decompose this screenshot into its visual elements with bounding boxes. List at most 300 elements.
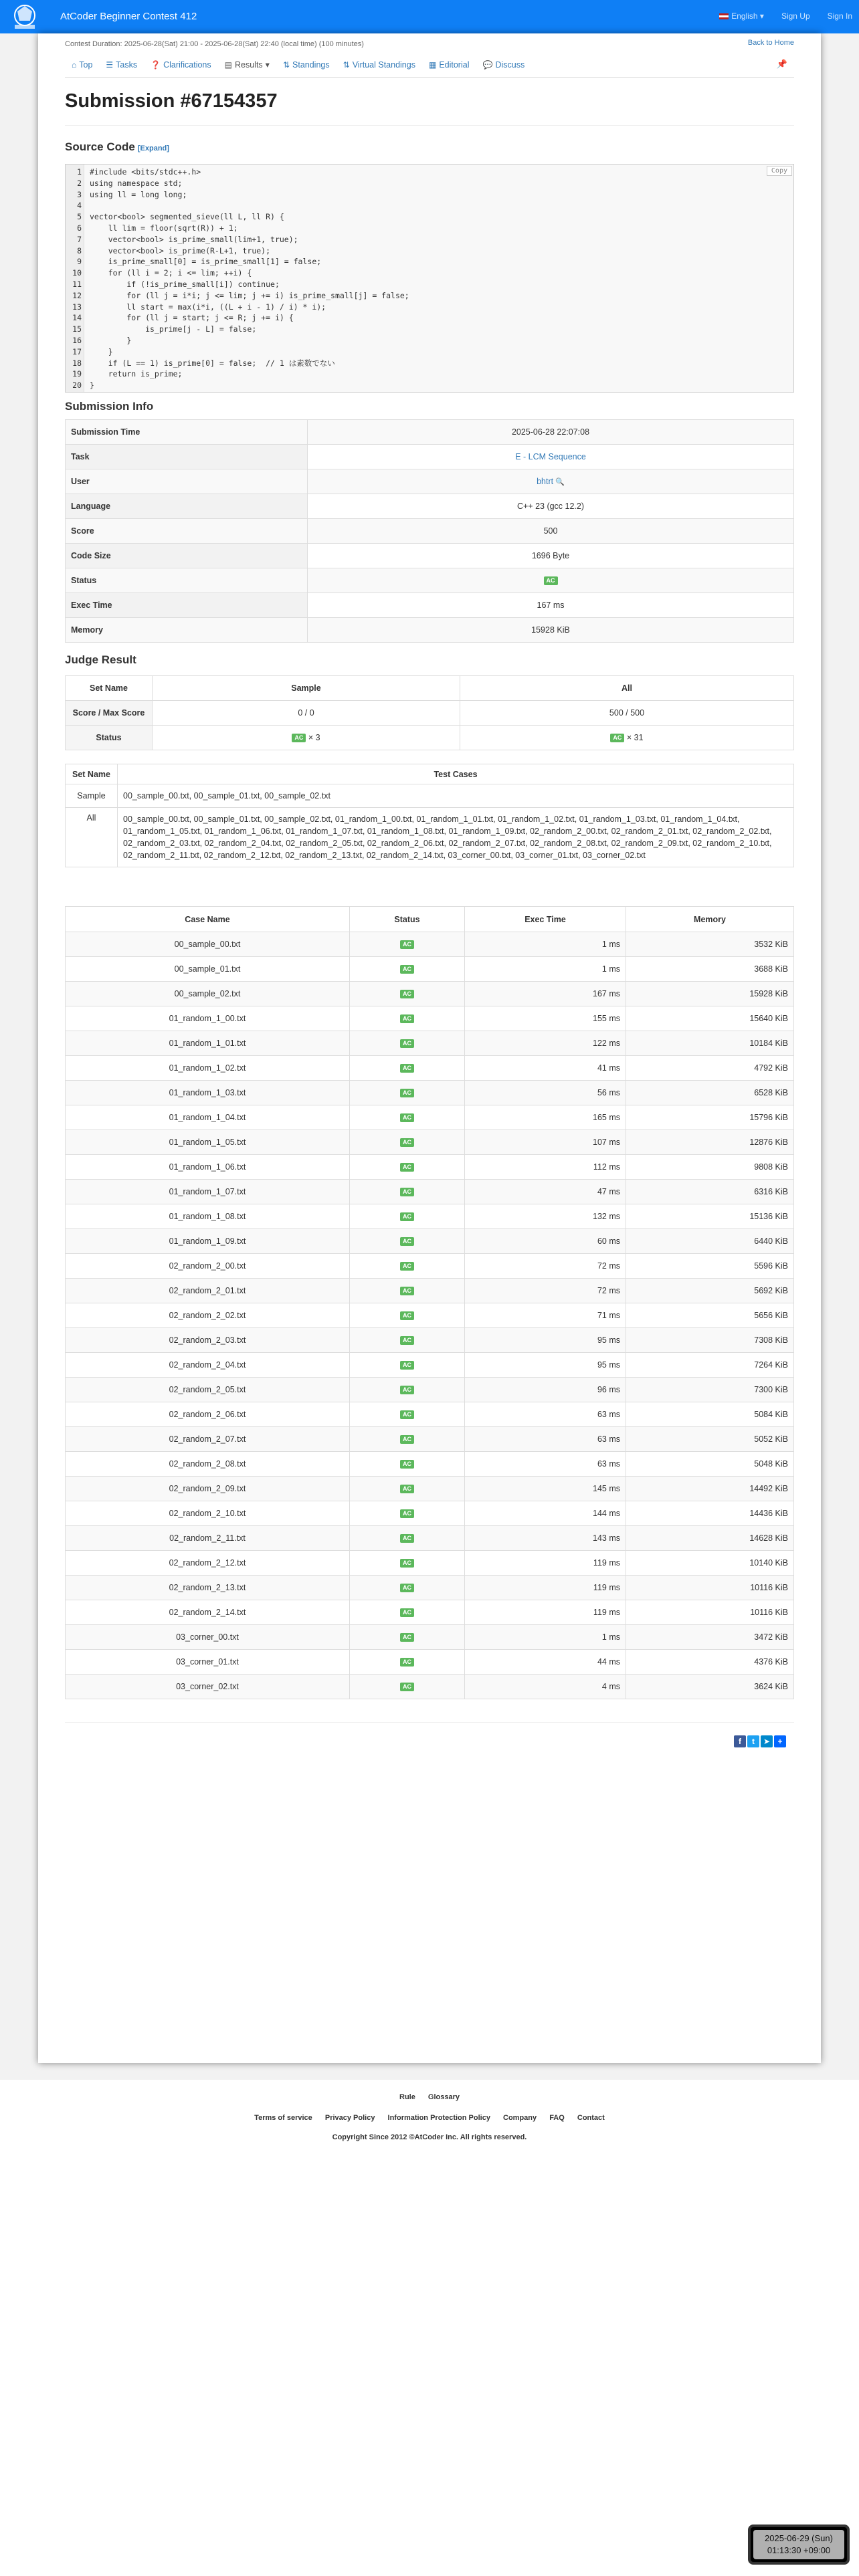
search-icon[interactable]: 🔍 — [553, 478, 565, 486]
case-name: 02_random_2_11.txt — [169, 1533, 246, 1543]
footer-link-faq[interactable]: FAQ — [549, 2114, 565, 2122]
footer-links-secondary — [0, 2114, 859, 2122]
case-name: 00_sample_02.txt — [174, 989, 241, 998]
code-text: ll lim = floor(sqrt(R)) + 1; — [90, 223, 238, 233]
memory-cell — [626, 957, 794, 982]
case-name: 01_random_1_05.txt — [169, 1138, 246, 1147]
table-row — [66, 1576, 794, 1600]
code-text: } — [90, 336, 132, 345]
table-row — [66, 1675, 794, 1699]
memory: 15928 KiB — [749, 989, 788, 998]
memory-cell — [626, 982, 794, 1006]
case-name: 02_random_2_12.txt — [169, 1558, 246, 1568]
code-text: for (ll j = start; j <= R; j += i) { — [90, 313, 294, 323]
ac-badge-cell — [350, 1056, 465, 1081]
case-name-cell — [66, 957, 350, 982]
case-name-cell — [66, 1155, 350, 1180]
info-label: Memory — [66, 618, 308, 643]
ac-badge-cell — [350, 1427, 465, 1452]
ac-badge: AC — [400, 1608, 414, 1617]
tab-clarifications[interactable] — [144, 52, 218, 78]
footer-link-info-protection[interactable]: Information Protection Policy — [387, 2114, 490, 2122]
memory-cell — [626, 1526, 794, 1551]
exec-time: 95 ms — [597, 1360, 620, 1370]
divider — [65, 1722, 794, 1723]
exec-time: 95 ms — [597, 1335, 620, 1345]
exec-time-cell — [465, 1576, 626, 1600]
exec-time: 71 ms — [597, 1311, 620, 1320]
case-name-cell — [66, 1006, 350, 1031]
case-name: 01_random_1_08.txt — [169, 1212, 246, 1221]
exec-time: 119 ms — [593, 1583, 620, 1592]
ac-badge: AC — [400, 1509, 414, 1518]
memory: 15796 KiB — [749, 1113, 788, 1122]
memory-cell — [626, 1105, 794, 1130]
memory: 3624 KiB — [754, 1682, 788, 1691]
footer-link-contact[interactable]: Contact — [577, 2114, 605, 2122]
case-name-cell — [66, 1427, 350, 1452]
share-plus-icon[interactable]: + — [774, 1735, 786, 1747]
memory-cell — [626, 1650, 794, 1675]
table-row — [66, 957, 794, 982]
table-row — [66, 1353, 794, 1378]
home-icon: ⌂ — [72, 60, 77, 70]
memory-cell — [626, 1155, 794, 1180]
sample-score: 0 / 0 — [153, 701, 460, 726]
copyright: Copyright Since 2012 ©AtCoder Inc. All rights reserved. — [332, 2133, 527, 2141]
table-row — [66, 1155, 794, 1180]
case-name: 02_random_2_03.txt — [169, 1335, 246, 1345]
exec-time: 1 ms — [601, 1632, 620, 1642]
exec-time-cell — [465, 1501, 626, 1526]
line-number: 5 — [77, 212, 82, 222]
code-line — [66, 369, 793, 379]
case-name-cell — [66, 1526, 350, 1551]
table-row — [66, 1402, 794, 1427]
line-number: 4 — [77, 201, 82, 211]
ac-badge: AC — [400, 1212, 414, 1221]
ac-badge: AC — [400, 1311, 414, 1320]
code-text: for (ll j = i*i; j <= lim; j += i) is_prime_small[j] = false; — [90, 290, 409, 300]
ac-badge-cell — [350, 1155, 465, 1180]
case-name-cell — [66, 1675, 350, 1699]
line-number: 3 — [77, 189, 82, 199]
exec-time-cell — [465, 1180, 626, 1204]
code-text: vector<bool> is_prime(R-L+1, true); — [90, 245, 271, 255]
source-code-heading — [65, 140, 169, 154]
table-row — [66, 1105, 794, 1130]
info-value-cell — [308, 445, 794, 469]
user-link[interactable]: bhtrt — [537, 477, 554, 486]
tab-tasks[interactable] — [99, 52, 144, 78]
header-exec-time: Exec Time — [465, 907, 626, 932]
exec-time-cell — [465, 1130, 626, 1155]
code-text: for (ll i = 2; i <= lim; ++i) { — [90, 268, 252, 278]
ac-badge: AC — [292, 734, 306, 742]
memory: 7264 KiB — [754, 1360, 788, 1370]
table-row — [66, 1204, 794, 1229]
tab-virtual-standings[interactable] — [337, 52, 422, 78]
table-row — [66, 1081, 794, 1105]
memory: 14628 KiB — [749, 1533, 788, 1543]
case-name: 01_random_1_01.txt — [169, 1039, 246, 1048]
all-status-cell — [460, 726, 794, 750]
info-label: Code Size — [66, 544, 308, 568]
copy-button[interactable]: Copy — [767, 166, 792, 176]
case-name-cell — [66, 1328, 350, 1353]
table-row — [66, 1378, 794, 1402]
top-navbar — [0, 0, 859, 33]
expand-link[interactable]: [Expand] — [137, 144, 169, 152]
code-line — [66, 336, 793, 345]
ac-badge-cell — [350, 957, 465, 982]
table-row — [66, 1526, 794, 1551]
memory: 10116 KiB — [750, 1608, 788, 1617]
ac-badge: AC — [400, 1534, 414, 1543]
exec-time-cell — [465, 1155, 626, 1180]
ac-badge: AC — [400, 1287, 414, 1295]
case-name: 03_corner_02.txt — [176, 1682, 239, 1691]
case-name: 01_random_1_07.txt — [169, 1187, 246, 1196]
tab-label: Tasks — [116, 60, 138, 70]
ac-badge-cell — [350, 1600, 465, 1625]
sign-in-link[interactable]: Sign In — [827, 11, 852, 21]
divider — [65, 125, 794, 126]
exec-time-cell — [465, 1279, 626, 1303]
memory-cell — [626, 1378, 794, 1402]
memory-cell — [626, 1303, 794, 1328]
exec-time-cell — [465, 1303, 626, 1328]
main-panel — [38, 33, 821, 2063]
exec-time: 144 ms — [593, 1509, 620, 1518]
task-link[interactable]: E - LCM Sequence — [515, 452, 586, 461]
memory-cell — [626, 1031, 794, 1056]
ac-badge: AC — [400, 1336, 414, 1345]
ac-badge-cell — [350, 1353, 465, 1378]
tab-label: Editorial — [439, 60, 470, 70]
code-text: if (L == 1) is_prime[0] = false; // 1 は素数でない — [90, 358, 335, 368]
ac-badge-cell — [350, 1204, 465, 1229]
memory-cell — [626, 1229, 794, 1254]
ac-badge: AC — [400, 1435, 414, 1444]
ac-badge-cell — [350, 932, 465, 957]
ac-badge: AC — [400, 940, 414, 949]
table-row — [66, 1130, 794, 1155]
info-label: Task — [66, 445, 308, 469]
memory: 4792 KiB — [754, 1063, 788, 1073]
code-text: vector<bool> is_prime_small(lim+1, true); — [90, 234, 298, 244]
memory: 5656 KiB — [754, 1311, 788, 1320]
memory: 5052 KiB — [754, 1434, 788, 1444]
memory-cell — [626, 1402, 794, 1427]
ac-badge: AC — [400, 1410, 414, 1419]
header-sample: Sample — [153, 676, 460, 701]
exec-time-cell — [465, 1031, 626, 1056]
case-name: 03_corner_01.txt — [176, 1657, 239, 1667]
exec-time: 4 ms — [601, 1682, 620, 1691]
line-number: 2 — [77, 178, 82, 188]
case-name-cell — [66, 1625, 350, 1650]
line-number: 1 — [77, 167, 82, 177]
code-line — [66, 212, 793, 221]
ac-badge-cell — [350, 1477, 465, 1501]
info-label: Score — [66, 519, 308, 544]
memory-cell — [626, 1279, 794, 1303]
table-row — [66, 519, 794, 544]
code-line — [66, 381, 793, 390]
memory: 6440 KiB — [754, 1237, 788, 1246]
case-name-cell — [66, 1130, 350, 1155]
memory: 14492 KiB — [749, 1484, 788, 1493]
memory-cell — [626, 1056, 794, 1081]
line-number: 6 — [77, 223, 82, 233]
case-name-cell — [66, 1303, 350, 1328]
memory-cell — [626, 1130, 794, 1155]
memory: 10140 KiB — [749, 1558, 788, 1568]
facebook-icon[interactable]: f — [734, 1735, 746, 1747]
case-name: 02_random_2_00.txt — [169, 1261, 246, 1271]
case-name: 02_random_2_10.txt — [169, 1509, 246, 1518]
test-cases-cell: 00_sample_00.txt, 00_sample_01.txt, 00_sample_02.txt — [118, 784, 794, 808]
back-to-home-link[interactable]: Back to Home — [747, 39, 794, 47]
info-label: User — [66, 469, 308, 494]
sample-status-cell — [153, 726, 460, 750]
fixed-clock — [748, 2525, 850, 2565]
info-label: Language — [66, 494, 308, 519]
case-name: 01_random_1_02.txt — [169, 1063, 246, 1073]
case-name-cell — [66, 1254, 350, 1279]
case-name: 01_random_1_06.txt — [169, 1162, 246, 1172]
case-name-cell — [66, 932, 350, 957]
ac-badge-cell — [350, 1081, 465, 1105]
exec-time-cell — [465, 1402, 626, 1427]
memory: 5692 KiB — [754, 1286, 788, 1295]
table-row — [66, 1625, 794, 1650]
case-name: 02_random_2_14.txt — [169, 1608, 246, 1617]
ac-badge: AC — [400, 1658, 414, 1667]
ac-badge: AC — [400, 1138, 414, 1147]
ac-badge-cell — [350, 1650, 465, 1675]
header-set-name: Set Name — [66, 764, 118, 784]
memory-cell — [626, 1452, 794, 1477]
table-row — [66, 932, 794, 957]
code-text: } — [90, 381, 94, 391]
code-line — [66, 291, 793, 300]
exec-time: 41 ms — [597, 1063, 620, 1073]
memory-cell — [626, 1006, 794, 1031]
code-line — [66, 235, 793, 244]
ac-badge-cell — [350, 1180, 465, 1204]
test-cases-cell: 00_sample_00.txt, 00_sample_01.txt, 00_sample_02.txt, 01_random_1_00.txt, 01_random_1_01.txt, 01_random_1_02.txt, 01_random_1_03.txt, 01_random_1_04.txt, 01_random_1_05.txt, 01_random_1_06.txt, 01_random_1_07.txt, 01_random_1_08.txt, 01_random_1_09.txt, 02_random_2_00.txt, 02_random_2_01.txt, 02_random_2_02.txt, 02_random_2_03.txt, 02_random_2_04.txt, 02_random_2_05.txt, 02_random_2_06.txt, 02_random_2_07.txt, 02_random_2_08.txt, 02_random_2_09.txt, 02_random_2_10.txt, 02_random_2_11.txt, 02_random_2_12.txt, 02_random_2_13.txt, 02_random_2_14.txt, 03_corner_00.txt, 03_corner_01.txt, 03_corner_02.txt — [118, 808, 794, 867]
line-number: 13 — [72, 302, 82, 312]
code-line — [66, 167, 793, 177]
exec-time-cell — [465, 982, 626, 1006]
case-name: 02_random_2_04.txt — [169, 1360, 246, 1370]
contest-duration: Contest Duration: 2025-06-28(Sat) 21:00 - 2025-06-28(Sat) 22:40 (local time) (100 minutes) — [65, 40, 364, 48]
table-header-row — [66, 907, 794, 932]
memory-cell — [626, 932, 794, 957]
footer-link-privacy[interactable]: Privacy Policy — [324, 2114, 375, 2122]
footer-link-terms[interactable]: Terms of service — [254, 2114, 312, 2122]
contest-title-link[interactable]: AtCoder Beginner Contest 412 — [60, 11, 197, 22]
telegram-icon[interactable]: ➤ — [761, 1735, 773, 1747]
info-value-cell — [308, 593, 794, 618]
info-value-cell — [308, 469, 794, 494]
exec-time: 60 ms — [597, 1237, 620, 1246]
code-line — [66, 313, 793, 322]
exec-time: 1 ms — [601, 964, 620, 974]
tab-standings[interactable] — [276, 52, 337, 78]
language-selector[interactable]: English ▾ — [719, 11, 764, 21]
case-name-cell — [66, 1056, 350, 1081]
case-name-cell — [66, 1576, 350, 1600]
table-row — [66, 1477, 794, 1501]
memory: 5596 KiB — [754, 1261, 788, 1271]
exec-time: 72 ms — [597, 1261, 620, 1271]
case-name-cell — [66, 1081, 350, 1105]
table-icon: ▤ — [224, 60, 232, 70]
code-text: is_prime[j - L] = false; — [90, 324, 257, 334]
all-score: 500 / 500 — [460, 701, 794, 726]
tab-editorial[interactable] — [422, 52, 476, 78]
case-name-cell — [66, 1477, 350, 1501]
case-name: 02_random_2_01.txt — [169, 1286, 246, 1295]
test-cases-table — [65, 764, 794, 867]
table-header-row — [66, 676, 794, 701]
tab-results[interactable]: ▤ Results ▾ — [224, 60, 270, 70]
exec-time-cell — [465, 1229, 626, 1254]
case-name-cell — [66, 1105, 350, 1130]
judge-result-heading: Judge Result — [65, 653, 136, 666]
exec-time-cell — [465, 1105, 626, 1130]
memory-cell — [626, 1675, 794, 1699]
tab-top[interactable] — [65, 52, 99, 78]
case-name-cell — [66, 1229, 350, 1254]
ac-badge: AC — [400, 1089, 414, 1097]
tab-label: Discuss — [495, 60, 525, 70]
table-row — [66, 593, 794, 618]
table-row — [66, 1452, 794, 1477]
table-row — [66, 1006, 794, 1031]
line-number: 20 — [72, 381, 82, 391]
line-number: 14 — [72, 313, 82, 323]
memory-cell — [626, 1625, 794, 1650]
table-row — [66, 1254, 794, 1279]
case-name-cell — [66, 1551, 350, 1576]
comment-icon: 💬 — [482, 60, 493, 70]
table-row — [66, 1427, 794, 1452]
ac-badge: AC — [400, 1361, 414, 1370]
ac-badge: AC — [400, 1460, 414, 1469]
tab-label: Top — [79, 60, 93, 70]
case-name: 01_random_1_09.txt — [169, 1237, 246, 1246]
memory: 10116 KiB — [750, 1583, 788, 1592]
case-name: 02_random_2_05.txt — [169, 1385, 246, 1394]
exec-time: 63 ms — [597, 1459, 620, 1469]
footer-link-company[interactable]: Company — [503, 2114, 537, 2122]
ac-badge-cell — [350, 982, 465, 1006]
exec-time: 112 ms — [593, 1162, 620, 1172]
ac-badge: AC — [400, 965, 414, 974]
line-number: 8 — [77, 245, 82, 255]
info-label: Submission Time — [66, 420, 308, 445]
ac-badge: AC — [400, 1559, 414, 1568]
code-text: if (!is_prime_small[i]) continue; — [90, 280, 280, 289]
footer-link-glossary[interactable]: Glossary — [427, 2093, 460, 2101]
code-line — [66, 280, 793, 289]
table-row — [66, 445, 794, 469]
pin-icon[interactable]: 📌 — [776, 59, 787, 69]
set-name-cell: All — [66, 808, 118, 867]
info-value-cell — [308, 568, 794, 593]
atcoder-logo-icon[interactable] — [8, 2, 41, 31]
memory-cell — [626, 1501, 794, 1526]
exec-time: 72 ms — [597, 1286, 620, 1295]
exec-time-cell — [465, 1378, 626, 1402]
exec-time: 167 ms — [593, 989, 620, 998]
case-name: 02_random_2_13.txt — [169, 1583, 246, 1592]
ac-badge-cell — [350, 1229, 465, 1254]
case-name: 02_random_2_08.txt — [169, 1459, 246, 1469]
ac-badge: AC — [400, 1485, 414, 1493]
exec-time: 165 ms — [593, 1113, 620, 1122]
line-number: 16 — [72, 336, 82, 345]
memory-cell — [626, 1204, 794, 1229]
footer — [0, 2080, 859, 2576]
sign-up-link[interactable]: Sign Up — [781, 11, 810, 21]
exec-time-cell — [465, 957, 626, 982]
ac-badge: AC — [400, 1188, 414, 1196]
ac-badge: AC — [400, 1014, 414, 1023]
exec-time-cell — [465, 1650, 626, 1675]
info-value-cell — [308, 519, 794, 544]
line-number: 7 — [77, 234, 82, 244]
ac-badge-cell — [350, 1501, 465, 1526]
memory-cell — [626, 1254, 794, 1279]
ac-badge-cell — [350, 1526, 465, 1551]
exec-time: 44 ms — [597, 1657, 620, 1667]
header-case-name: Case Name — [66, 907, 350, 932]
sort-icon: ⇅ — [343, 60, 350, 70]
case-results-table — [65, 906, 794, 1699]
info-value: 500 — [543, 526, 558, 536]
ac-badge-cell — [350, 1130, 465, 1155]
case-name: 02_random_2_06.txt — [169, 1410, 246, 1419]
memory: 15640 KiB — [749, 1014, 788, 1023]
ac-badge: AC — [400, 1683, 414, 1691]
memory-cell — [626, 1353, 794, 1378]
case-name-cell — [66, 1353, 350, 1378]
ac-badge: AC — [400, 1039, 414, 1048]
tab-discuss[interactable] — [476, 52, 531, 78]
code-text: is_prime_small[0] = is_prime_small[1] = false; — [90, 257, 322, 267]
exec-time: 155 ms — [593, 1014, 620, 1023]
ac-badge-cell — [350, 1378, 465, 1402]
exec-time: 145 ms — [593, 1484, 620, 1493]
case-name: 00_sample_01.txt — [174, 964, 241, 974]
line-number: 9 — [77, 257, 82, 267]
source-code-heading-text: Source Code — [65, 140, 135, 153]
line-number: 12 — [72, 290, 82, 300]
table-row — [66, 618, 794, 643]
header-status: Status — [350, 907, 465, 932]
table-row — [66, 1501, 794, 1526]
case-name-cell — [66, 1031, 350, 1056]
twitter-icon[interactable]: t — [747, 1735, 759, 1747]
footer-link-rule[interactable]: Rule — [399, 2093, 415, 2101]
exec-time-cell — [465, 1551, 626, 1576]
memory: 3532 KiB — [754, 940, 788, 949]
